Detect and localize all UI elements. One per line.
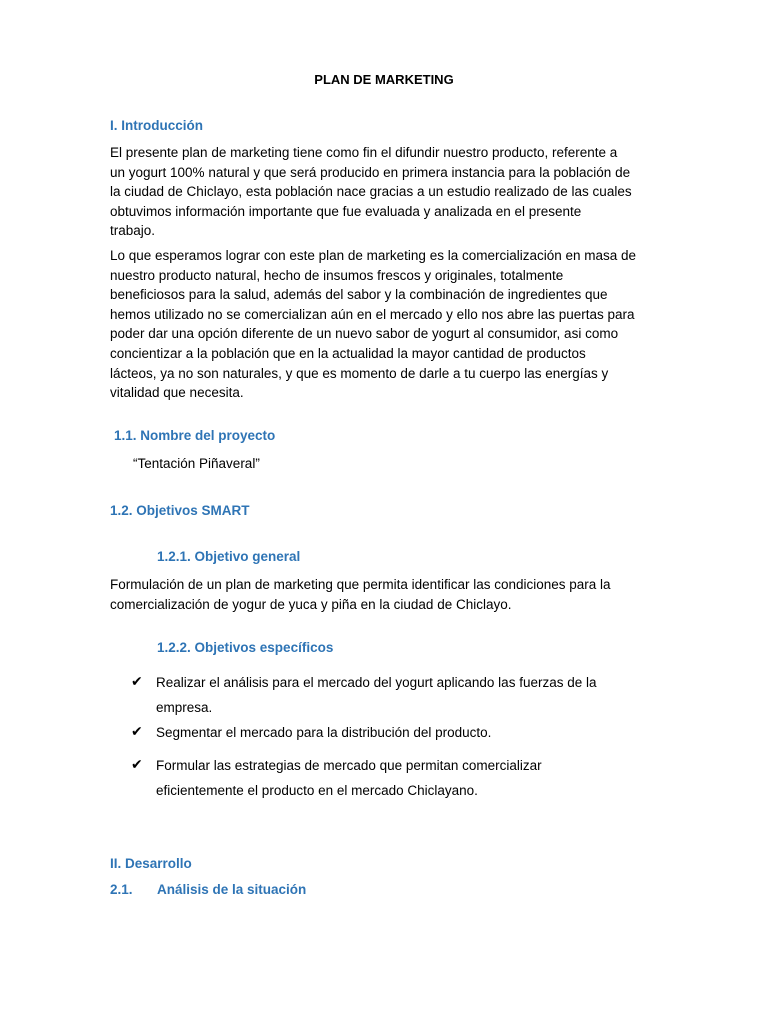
objetivo-general-paragraph (110, 575, 658, 614)
check-icon: ✔ (131, 724, 143, 740)
section-heading-desarrollo: II. Desarrollo (110, 856, 192, 871)
text-line: eficientemente el producto en el mercado Chiclayano. (156, 783, 478, 798)
text-line: Formular las estrategias de mercado que permitan comercializar (156, 758, 542, 773)
text-line: Formulación de un plan de marketing que permita identificar las condiciones para la (110, 577, 611, 592)
text-line: concientizar a la población que en la actualidad la mayor cantidad de productos (110, 345, 586, 361)
intro-paragraph-2 (110, 246, 658, 403)
text-line: El presente plan de marketing tiene como fin el difundir nuestro producto, referente a (110, 145, 618, 160)
text-line: beneficiosos para la salud, además del sabor y la combinación de ingredientes que (110, 287, 608, 303)
text-line: un yogurt 100% natural y que será producido en primera instancia para la población de (110, 164, 631, 180)
check-icon: ✔ (131, 674, 143, 690)
text-line: lácteos, ya no son naturales, y que es momento de darle a tu cuerpo las energías y (110, 365, 609, 381)
text-line: hemos utilizado no se comercializan aún en el mercado y ello nos abre las puertas para (110, 306, 635, 322)
text-line: Lo que esperamos lograr con este plan de marketing es la comercialización en masa de (110, 248, 637, 263)
document-title: PLAN DE MARKETING (314, 72, 454, 87)
section-heading-nombre-proyecto: 1.1. Nombre del proyecto (114, 428, 276, 443)
text-line: Realizar el análisis para el mercado del yogurt aplicando las fuerzas de la (156, 675, 597, 690)
text-line: nuestro producto natural, hecho de insumos frescos y originales, totalmente (110, 267, 564, 283)
section-heading-introduccion: I. Introducción (110, 118, 203, 133)
list-item (156, 670, 636, 720)
text-line: poder dar una opción diferente de un nuevo sabor de yogurt al consumidor, asi como (110, 326, 619, 342)
text-line: Segmentar el mercado para la distribución del producto. (156, 725, 492, 740)
project-name: “Tentación Piñaveral” (133, 456, 260, 471)
list-item (156, 720, 636, 745)
subsection-heading-analisis-situacion: Análisis de la situación (157, 882, 307, 897)
section-heading-objetivo-general: 1.2.1. Objetivo general (157, 549, 301, 564)
list-item (156, 753, 636, 803)
text-line: obtuvimos información importante que fue evaluada y analizada en el presente (110, 203, 582, 219)
intro-paragraph-1 (110, 143, 658, 241)
text-line: vitalidad que necesita. (110, 385, 244, 401)
subsection-number: 2.1. (110, 882, 133, 897)
text-line: comercialización de yogur de yuca y piña en la ciudad de Chiclayo. (110, 596, 512, 612)
text-line: empresa. (156, 700, 213, 715)
section-heading-objetivos-smart: 1.2. Objetivos SMART (110, 503, 250, 518)
section-heading-objetivos-especificos: 1.2.2. Objetivos específicos (157, 640, 334, 655)
check-icon: ✔ (131, 757, 143, 773)
text-line: la ciudad de Chiclayo, esta población nace gracias a un estudio realizado de las cuales (110, 184, 632, 200)
text-line: trabajo. (110, 223, 156, 239)
